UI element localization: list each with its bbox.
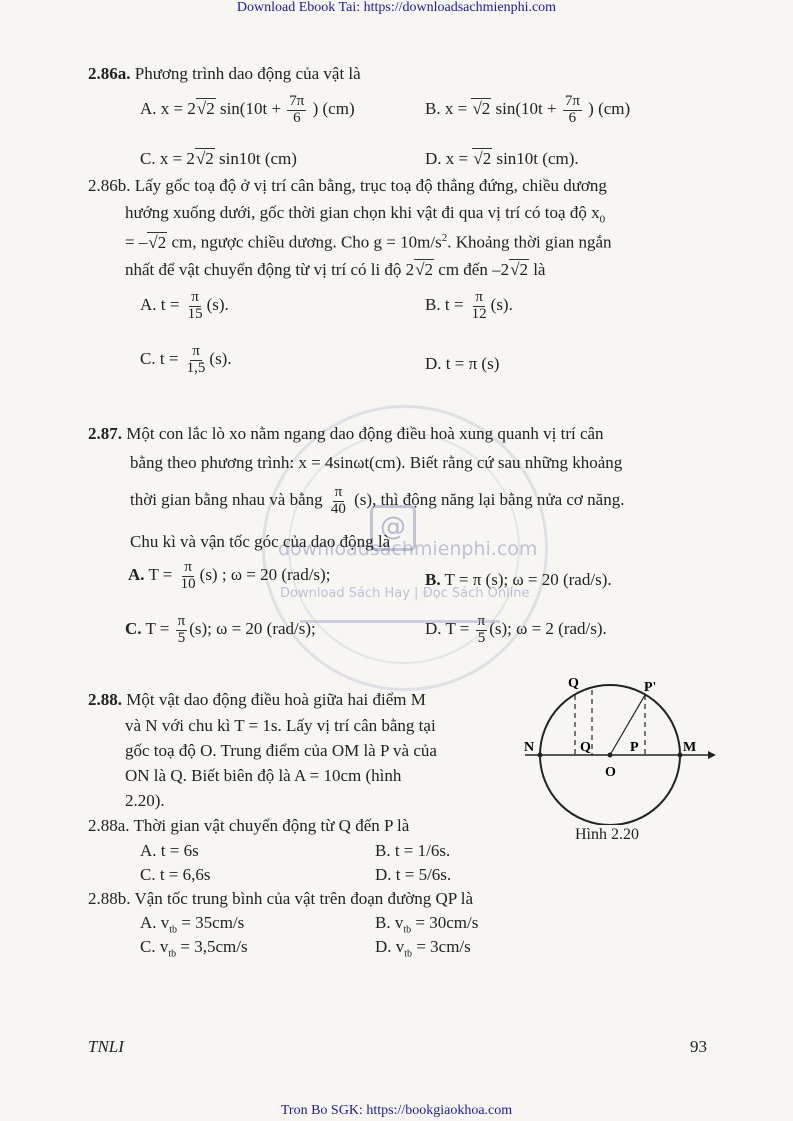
q86b-line4: nhất để vật chuyển động từ vị trí có li độ 2√ 2 cm đến –2√ 2 là xyxy=(125,260,545,280)
q88-line3: gốc toạ độ O. Trung điểm của OM là P và của xyxy=(125,741,437,760)
q86b-line3: = –√ 2 cm, ngược chiều dương. Cho $g = 10m/s^2$. Khoảng thời gian ngắn xyxy=(125,232,612,253)
q88b-stem: 2.88b. Vận tốc trung bình của vật trên đoạn đường QP là xyxy=(88,889,474,908)
page-footer-left: TNLI xyxy=(88,1037,124,1056)
q88-line5: 2.20). xyxy=(125,791,165,810)
figure-caption: Hình 2.20 xyxy=(575,826,639,843)
q86b-option-c: C. t = $\frac{\pi}{1,5}$ (s). xyxy=(140,343,232,376)
watermark-tagline: Download Sách Hay | Đọc Sách Online xyxy=(280,586,530,601)
q88b-option-c: C. $v_{tb} = 3,5cm/s$ xyxy=(140,937,248,960)
watermark-at-icon: @ xyxy=(370,505,416,551)
q86b-option-a: A. t = $\frac{\pi}{15}$ (s). xyxy=(140,289,229,322)
figure-point-o xyxy=(608,753,613,758)
figure-label-q: Q xyxy=(580,740,591,755)
q87-option-c: C. T = $\frac{\pi}{5}$ (s); ω = 20 (rad/s); xyxy=(125,613,316,646)
figure-label-q-top: Q xyxy=(568,676,579,691)
q86a-stem: 2.86a. Phương trình dao động của vật là xyxy=(88,64,361,83)
q86a-option-c: C. x = 2√ 2 sin10t (cm) xyxy=(140,149,297,169)
axis-arrow-icon xyxy=(708,751,716,759)
q86b-option-b: B. t = $\frac{\pi}{12}$ (s). xyxy=(425,289,513,322)
q87-line4: Chu kì và vận tốc góc của dao động là xyxy=(130,532,391,551)
q88a-option-b: B. t = 1/6s. xyxy=(375,841,451,860)
figure-2-20 xyxy=(520,665,720,825)
q86a-option-b: B. x = √ 2 sin(10t + $\frac{7\pi}{6}$ ) (cm) xyxy=(425,94,630,127)
q88-line4: ON là Q. Biết biên độ là A = 10cm (hình xyxy=(125,766,402,785)
q86b-line2: hướng xuống dưới, gốc thời gian chọn khi vật đi qua vị trí có toạ độ $x_0$ xyxy=(125,203,606,226)
header-link[interactable]: Download Ebook Tai: https://downloadsachmienphi.com xyxy=(236,0,557,15)
q88a-option-c: C. t = 6,6s xyxy=(140,865,211,884)
q87-option-b: B. T = π (s); ω = 20 (rad/s). xyxy=(425,570,612,589)
figure-label-p: P xyxy=(630,740,639,755)
q88b-option-d: D. $v_{tb} = 3cm/s$ xyxy=(375,937,471,960)
figure-point-n xyxy=(538,753,543,758)
figure-label-o: O xyxy=(605,765,616,780)
figure-label-m: M xyxy=(683,740,697,755)
q87-line2: bằng theo phương trình: x = 4sinωt(cm). Biết rằng cứ sau những khoảng xyxy=(130,453,623,472)
figure-point-m xyxy=(678,753,683,758)
q88a-stem: 2.88a. Thời gian vật chuyển động từ Q đến P là xyxy=(88,816,410,835)
footer-link[interactable]: Tron Bo SGK: https://bookgiaokhoa.com xyxy=(280,1103,513,1118)
q86a-option-d: D. x = √ 2 sin10t (cm). xyxy=(425,149,579,169)
q86b-line1: 2.86b. Lấy gốc toạ độ ở vị trí cân bằng, trục toạ độ thẳng đứng, chiều dương xyxy=(88,176,607,195)
q87-line1: 2.87. Một con lắc lò xo nằm ngang dao động điều hoà xung quanh vị trí cân xyxy=(88,424,604,443)
figure-label-p-top: P' xyxy=(644,680,657,695)
watermark-site: downloadsachmienphi.com xyxy=(278,538,538,560)
q87-line3: thời gian bằng nhau và bằng $\frac{\pi}{40}$ (s), thì động năng lại bằng nửa cơ năng. xyxy=(130,484,625,517)
q88a-option-a: A. t = 6s xyxy=(140,841,199,860)
q88a-option-d: D. t = 5/6s. xyxy=(375,865,452,884)
q88-line1: 2.88. Một vật dao động điều hoà giữa hai điểm M xyxy=(88,690,426,709)
figure-label-n: N xyxy=(524,740,535,755)
q88-line2: và N với chu kì T = 1s. Lấy vị trí cân bằng tại xyxy=(125,716,436,735)
figure-radius xyxy=(610,695,645,755)
q88b-option-a: A. $v_{tb} = 35cm/s$ xyxy=(140,913,245,936)
q88b-option-b: B. $v_{tb} = 30cm/s$ xyxy=(375,913,479,936)
q86b-option-d: D. t = π (s) xyxy=(425,354,500,373)
q87-option-d: D. T = $\frac{\pi}{5}$ (s); ω = 2 (rad/s). xyxy=(425,613,607,646)
page-number: 93 xyxy=(690,1037,707,1056)
q87-option-a: A. T = $\frac{\pi}{10}$ (s) ; ω = 20 (rad/s); xyxy=(128,559,331,592)
q86a-option-a: A. x = 2√ 2 sin(10t + $\frac{7\pi}{6}$ ) (cm) xyxy=(140,94,355,127)
